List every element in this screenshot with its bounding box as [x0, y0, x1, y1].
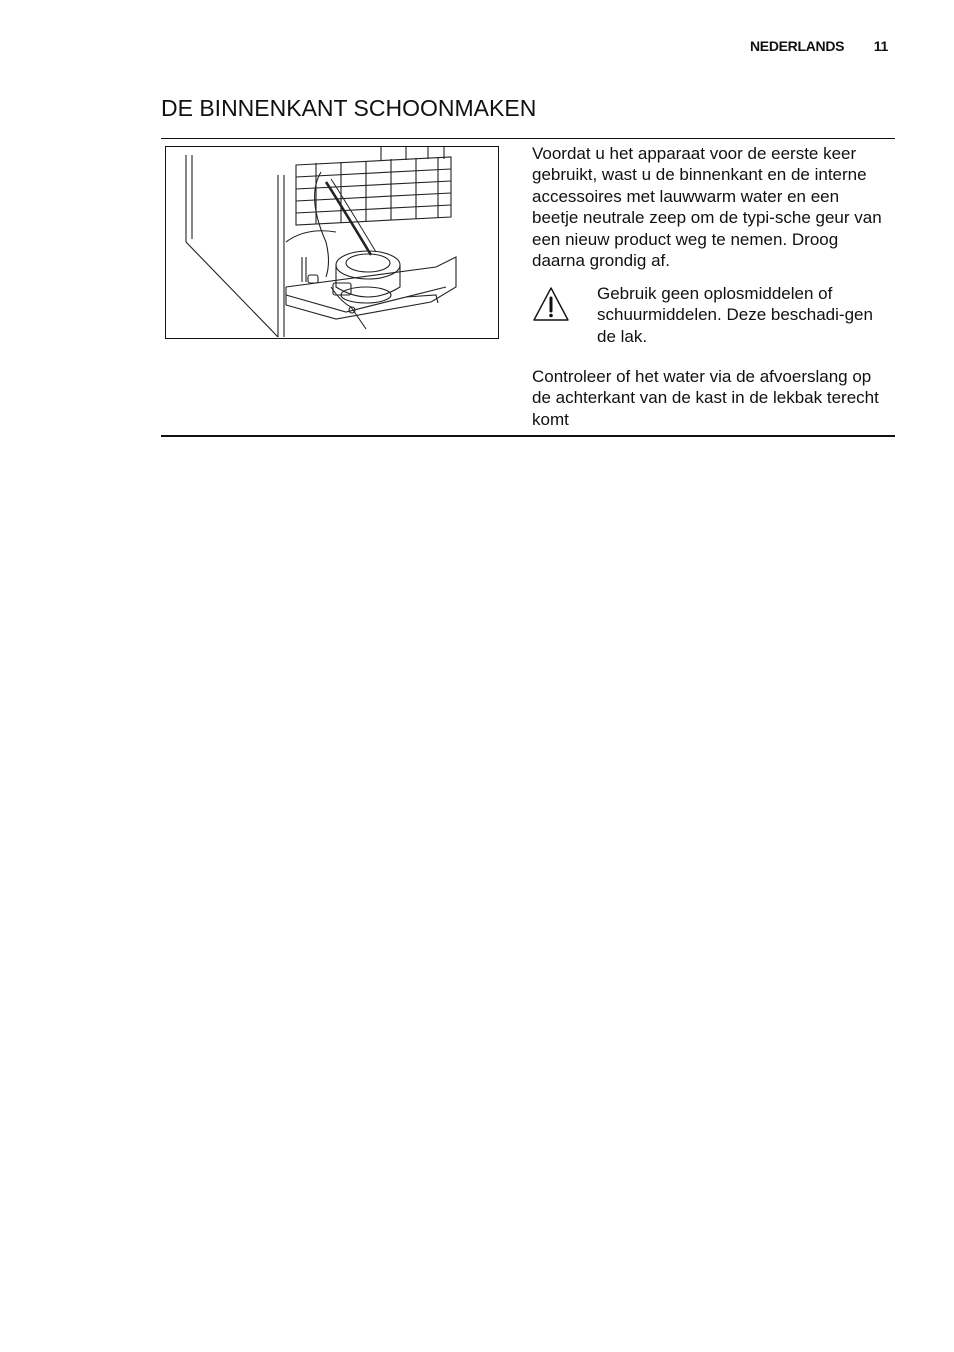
page-number: 11 [873, 38, 888, 54]
divider-top [161, 138, 895, 139]
page-header [750, 38, 888, 54]
section-title: DE BINNENKANT SCHOONMAKEN [161, 95, 537, 121]
intro-paragraph: Voordat u het apparaat voor de eerste keer gebruikt, wast u de binnenkant en de interne accessoires met lauwwarm water en een beetje neutrale zeep om de typi-sche geur van een nieuw product weg te nemen. Droog daarna grondig af. [532, 144, 882, 271]
warning-triangle-icon [532, 286, 570, 322]
divider-bottom [161, 435, 895, 437]
warning-text: Gebruik geen oplosmiddelen of schuurmiddelen. Deze beschadi-gen de lak. [597, 284, 873, 346]
language-label: NEDERLANDS [749, 38, 845, 54]
check-paragraph: Controleer of het water via de afvoerslang op de achterkant van de kast in de lekbak terecht komt [532, 367, 879, 429]
refrigerator-drain-illustration [165, 146, 499, 339]
